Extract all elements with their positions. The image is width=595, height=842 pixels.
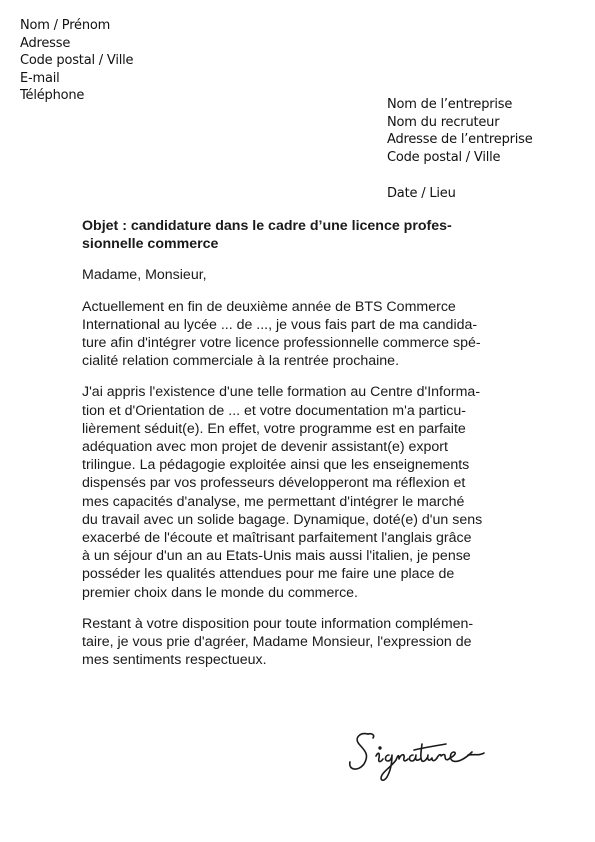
paragraph-line: dispensés par vos professeurs développeront ma réflexion et [82, 475, 466, 492]
date-place: Date / Lieu [387, 186, 456, 201]
paragraph-line: International au lycée ... de ..., je vous fais part de ma candida- [82, 316, 478, 333]
paragraph-line: exacerbé de l'écoute et maîtrisant parfaitement l'anglais grâce [82, 530, 472, 547]
recipient-postal-city: Code postal / Ville [387, 149, 501, 165]
paragraph-line: taire, je vous prie d'agréer, Madame Monsieur, l'expression de [82, 634, 472, 651]
sender-address-block [20, 17, 133, 105]
paragraph-line: mes capacités d'analyse, me permettant d'intégrer le marché [82, 493, 465, 510]
letter-subject [82, 217, 507, 253]
paragraph-line: J'ai appris l'existence d'une telle formation au Centre d'Informa- [82, 384, 481, 401]
letter-body [82, 217, 507, 682]
paragraph-line: Restant à votre disposition pour toute information complémen- [82, 615, 474, 632]
letter-salutation: Madame, Monsieur, [82, 267, 207, 284]
subject-line: sionnelle commerce [82, 236, 219, 253]
paragraph-line: trilingue. La pédagogie exploitée ainsi que les enseignements [82, 457, 470, 474]
signature-drawing [342, 722, 492, 792]
recipient-recruiter: Nom du recruteur [387, 114, 500, 130]
paragraph-line: posséder les qualités attendues pour me faire une place de [82, 566, 455, 583]
sender-name: Nom / Prénom [20, 18, 111, 33]
sender-postal-city: Code postal / Ville [20, 53, 134, 68]
paragraph-line: ture afin d'intégrer votre licence professionnelle commerce spé- [82, 335, 481, 352]
sender-email: E-mail [20, 70, 60, 86]
paragraph-line: cialité relation commerciale à la rentrée prochaine. [82, 353, 400, 370]
paragraph-line: mes sentiments respectueux. [82, 652, 267, 669]
paragraph-line: tion et d'Orientation de ... et votre documentation m'a particu- [82, 402, 466, 419]
paragraph-closing [82, 615, 507, 670]
paragraph-line: du travail avec un solide bagage. Dynamique, doté(e) d'un sens [82, 511, 483, 528]
paragraph-line: lièrement séduit(e). En effet, votre programme est en parfaite [82, 420, 466, 437]
sender-phone: Téléphone [20, 88, 85, 103]
recipient-company: Nom de l’entreprise [387, 97, 513, 112]
subject-line: Objet : candidature dans le cadre d’une licence profes- [82, 218, 452, 234]
paragraph-line: Actuellement en fin de deuxième année de BTS Commerce [82, 298, 456, 315]
paragraph-line: premier choix dans le monde du commerce. [82, 584, 358, 601]
paragraph-line: adéquation avec mon projet de devenir assistant(e) export [82, 439, 448, 456]
sender-address: Adresse [20, 35, 71, 51]
recipient-address-block [387, 96, 533, 166]
paragraph-introduction [82, 298, 507, 371]
paragraph-line: à un séjour d'un an au Etats-Unis mais aussi l'italien, je pense [82, 548, 471, 565]
handwritten-signature [342, 722, 492, 792]
paragraph-motivation [82, 383, 507, 601]
recipient-address: Adresse de l’entreprise [387, 132, 533, 147]
